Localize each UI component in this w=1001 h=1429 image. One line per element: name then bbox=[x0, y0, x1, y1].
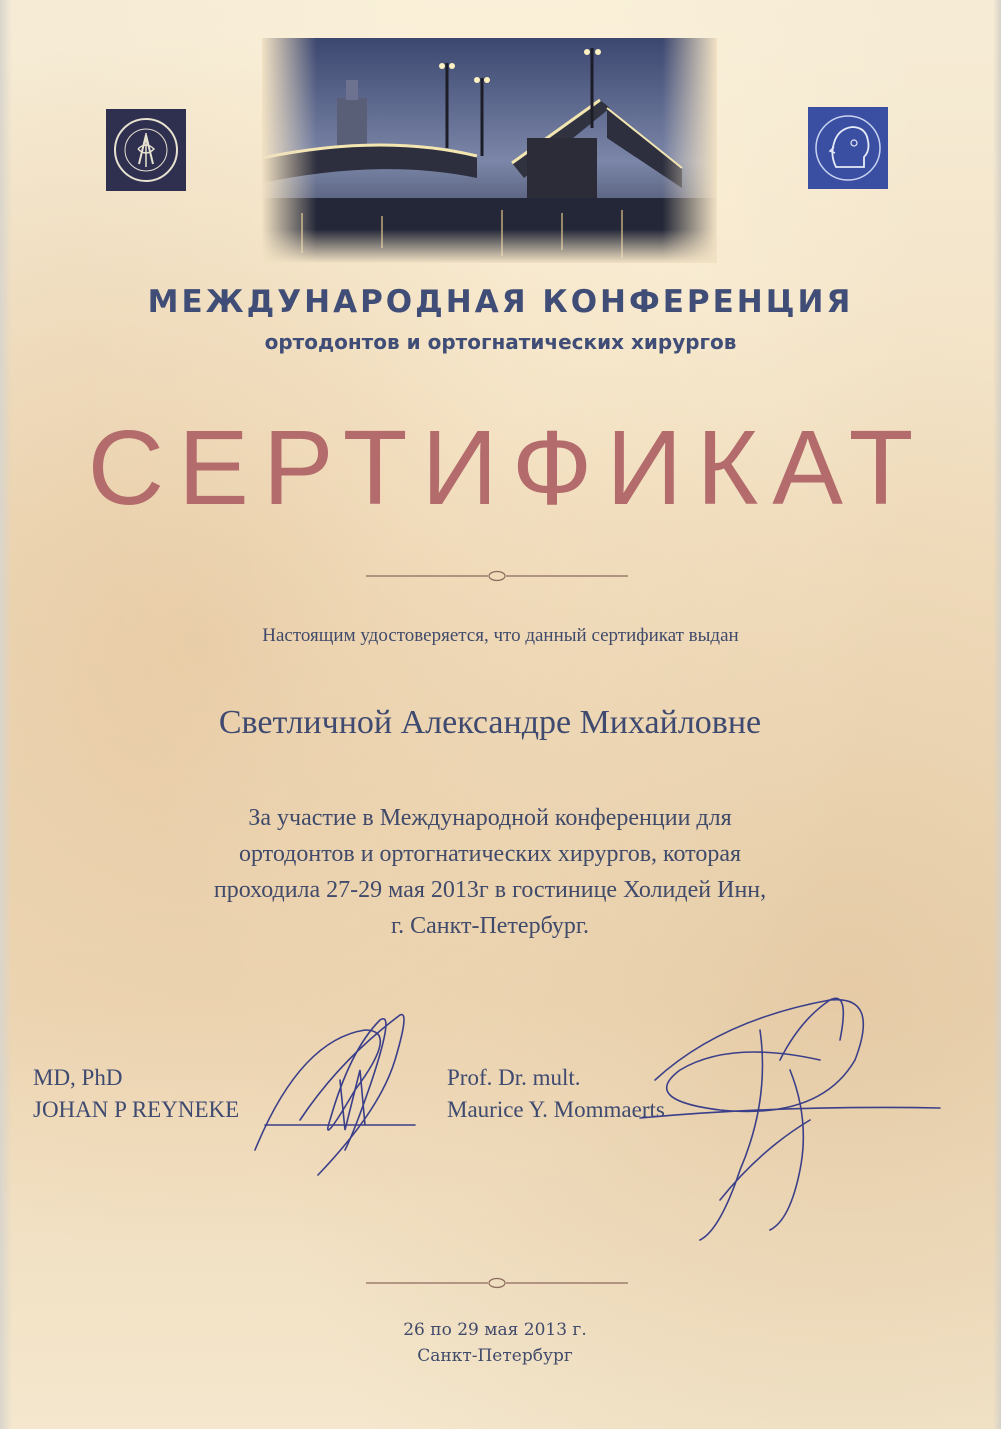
university-logo bbox=[106, 109, 186, 191]
head-profile-logo bbox=[808, 107, 888, 189]
recipient-name: Светличной Александре Михайловне bbox=[218, 704, 762, 741]
signatory-right bbox=[447, 1062, 665, 1126]
left-signature bbox=[255, 1015, 415, 1175]
signatory-name: JOHAN P REYNEKE bbox=[33, 1097, 240, 1122]
signatory-name: Maurice Y. Mommaerts bbox=[447, 1097, 665, 1122]
ornament-divider-top bbox=[366, 569, 628, 583]
footer-city: Санкт-Петербург bbox=[417, 1346, 573, 1366]
signatory-title: Prof. Dr. mult. bbox=[447, 1065, 581, 1090]
footer-date: 26 по 29 мая 2013 г. bbox=[403, 1320, 587, 1340]
body-line: г. Санкт-Петербург. bbox=[390, 913, 590, 939]
intro-text: Настоящим удостоверяется, что данный сертификат выдан bbox=[262, 625, 739, 646]
certificate-heading: СЕРТИФИКАТ bbox=[87, 409, 928, 527]
signatory-left bbox=[33, 1062, 239, 1126]
conference-subtitle: ортодонтов и ортогнатических хирургов bbox=[264, 330, 737, 354]
conference-title: МЕЖДУНАРОДНАЯ КОНФЕРЕНЦИЯ bbox=[147, 284, 854, 320]
body-line: ортодонтов и ортогнатических хирургов, которая bbox=[238, 841, 742, 867]
certificate-body bbox=[0, 800, 980, 944]
signatory-title: MD, PhD bbox=[33, 1065, 123, 1090]
right-signature bbox=[640, 998, 940, 1240]
bridge-photo bbox=[262, 38, 717, 263]
body-line: За участие в Международной конференции для bbox=[248, 805, 732, 831]
ornament-divider-bottom bbox=[366, 1276, 628, 1290]
body-line: проходила 27-29 мая 2013г в гостинице Холидей Инн, bbox=[213, 877, 767, 903]
